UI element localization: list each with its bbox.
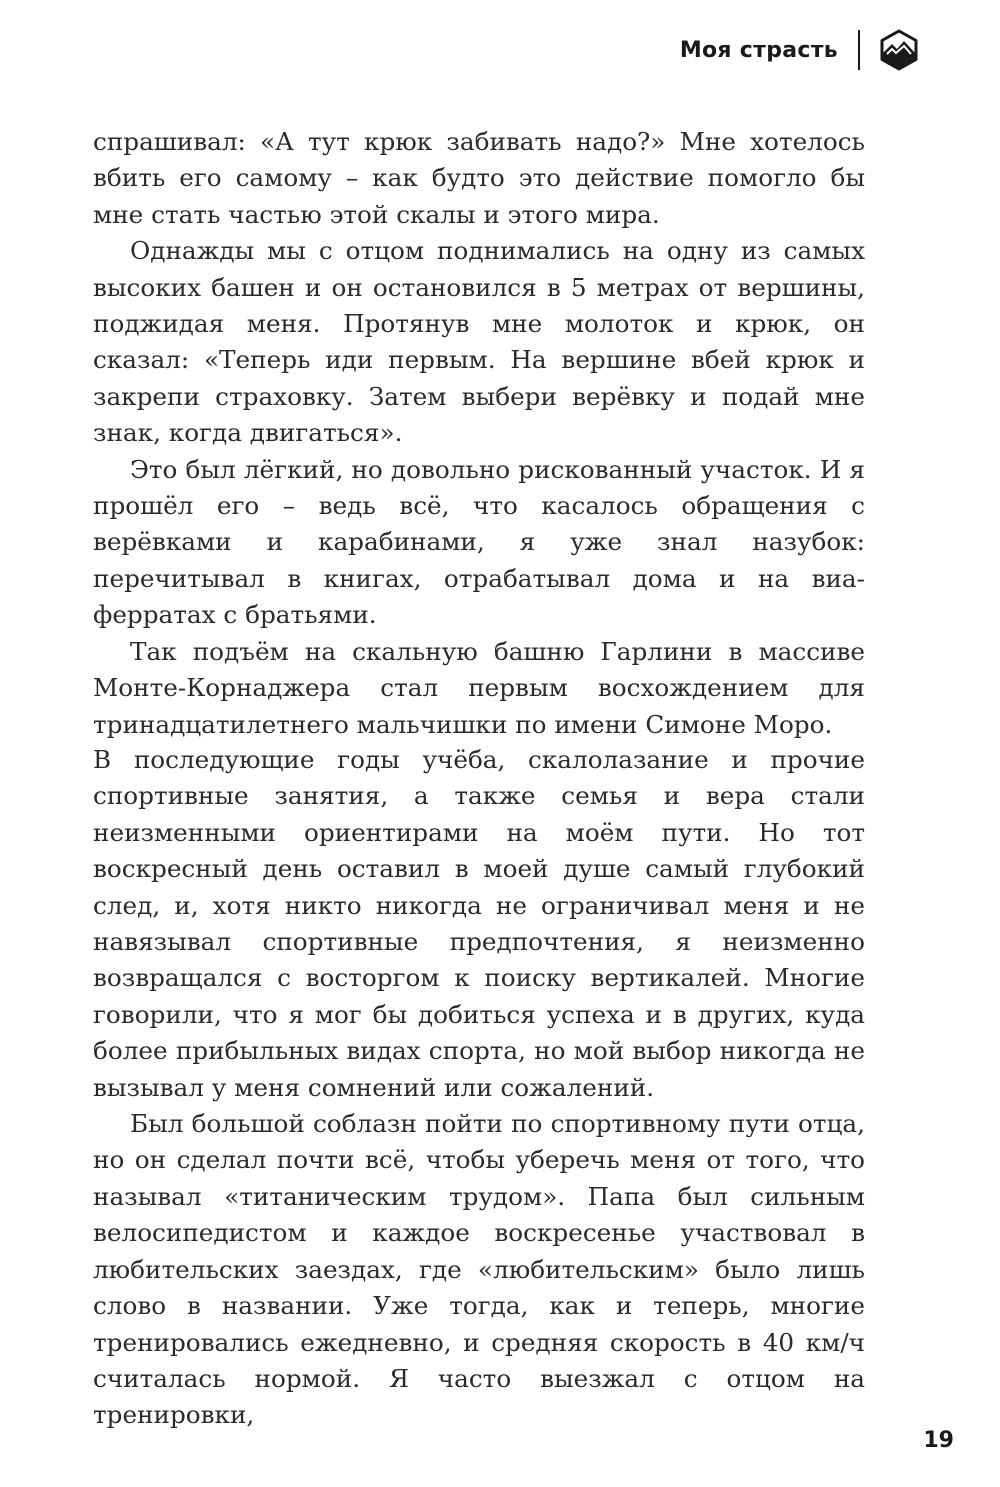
page-number: 19 (923, 1428, 954, 1453)
paragraph: Так подъём на скальную башню Гарлини в массиве Монте-Корнаджера стал первым восхождением для тринадцатилетнего мальчишки по имени Симоне Моро. (93, 636, 865, 739)
mountain-hexagon-icon (878, 29, 920, 71)
paragraph: Был большой соблазн пойти по спортивному пути отца, но он сделал почти всё, чтобы уберечь меня от того, что называл «титаническим трудом». Папа был сильным велосипедистом и каждое воскресенье участвовал в любительских заездах, где «любительским» было лишь слово в названии. Уже тогда, как и теперь, многие тренировались ежедневно, и средняя скорость в 40 км/ч считалась нормой. Я часто выезжал с отцом на тренировки, (93, 1109, 865, 1430)
paragraph: Однажды мы с отцом поднимались на одну из самых высоких башен и он остановился в 5 метрах от вершины, поджидая меня. Протянув мне молоток и крюк, он сказал: «Теперь иди первым. На вершине вбей крюк и закрепи страховку. Затем выбери верёвку и подай мне знак, когда двигаться». (93, 236, 865, 448)
paragraph: Это был лёгкий, но довольно рискованный участок. И я прошёл его – ведь всё, что касалось обращения с верёвками и карабинами, я уже знал назубок: перечитывал в книгах, отрабатывал дома и на виа-ферратах с братьями. (93, 454, 865, 630)
body-text-block-1 (93, 124, 865, 743)
header-divider (858, 30, 860, 70)
body-text-block-2 (93, 742, 865, 1434)
running-header (680, 28, 920, 72)
section-title: Моя страсть (679, 37, 838, 63)
paragraph: спрашивал: «А тут крюк забивать надо?» Мне хотелось вбить его самому – как будто это действие помогло бы мне стать частью этой скалы и этого мира. (93, 127, 865, 229)
paragraph: В последующие годы учёба, скалолазание и прочие спортивные занятия, а также семья и вера стали неизменными ориентирами на моём пути. Но тот воскресный день оставил в моей душе самый глубокий след, и, хотя никто никогда не ограничивал меня и не навязывал спортивные предпочтения, я неизменно возвращался с восторгом к поиску вертикалей. Многие говорили, что я мог бы добиться успеха и в других, куда более прибыльных видах спорта, но мой выбор никогда не вызывал у меня сомнений или сожалений. (93, 745, 865, 1102)
